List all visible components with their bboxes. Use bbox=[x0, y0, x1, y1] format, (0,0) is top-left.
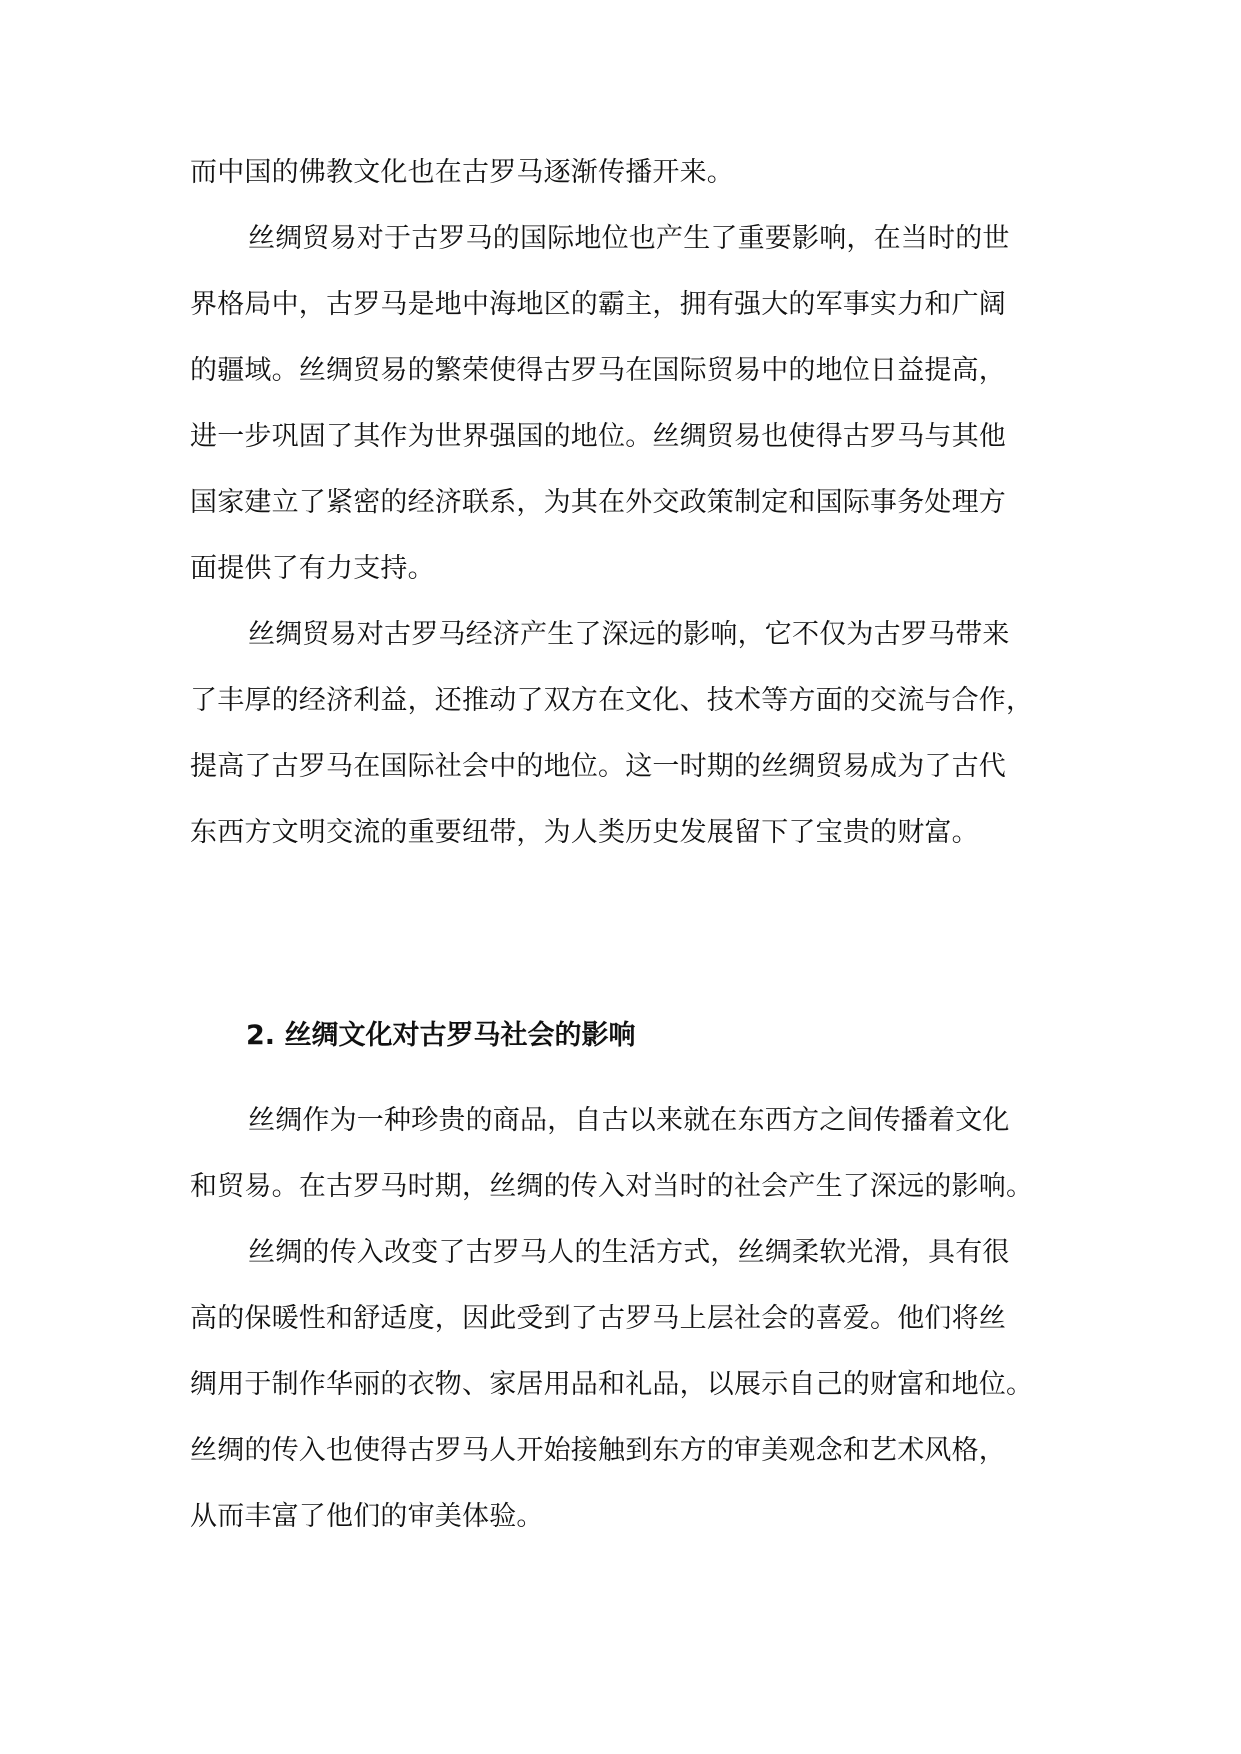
text-line: 高的保暖性和舒适度，因此受到了古罗马上层社会的喜爱。他们将丝 bbox=[190, 1303, 1006, 1334]
text-line: 的疆域。丝绸贸易的繁荣使得古罗马在国际贸易中的地位日益提高， bbox=[190, 355, 1006, 386]
paragraph-start-line: 丝绸的传入改变了古罗马人的生活方式，丝绸柔软光滑，具有很 bbox=[248, 1237, 1010, 1268]
text-line: 界格局中，古罗马是地中海地区的霸主，拥有强大的军事实力和广阔 bbox=[190, 289, 1006, 320]
text-line: 而中国的佛教文化也在古罗马逐渐传播开来。 bbox=[190, 157, 734, 188]
text-line: 面提供了有力支持。 bbox=[190, 553, 435, 584]
body-text-block-2 bbox=[190, 1088, 1070, 1550]
text-line: 从而丰富了他们的审美体验。 bbox=[190, 1501, 544, 1532]
text-line: 进一步巩固了其作为世界强国的地位。丝绸贸易也使得古罗马与其他 bbox=[190, 421, 1006, 452]
paragraph-start-line: 丝绸贸易对于古罗马的国际地位也产生了重要影响，在当时的世 bbox=[248, 223, 1010, 254]
text-line: 和贸易。在古罗马时期，丝绸的传入对当时的社会产生了深远的影响。 bbox=[190, 1171, 1034, 1202]
text-line: 提高了古罗马在国际社会中的地位。这一时期的丝绸贸易成为了古代 bbox=[190, 751, 1006, 782]
body-text-block-1 bbox=[190, 140, 1070, 866]
text-line: 绸用于制作华丽的衣物、家居用品和礼品，以展示自己的财富和地位。 bbox=[190, 1369, 1034, 1400]
text-line: 东西方文明交流的重要纽带，为人类历史发展留下了宝贵的财富。 bbox=[190, 817, 979, 848]
paragraph-start-line: 丝绸作为一种珍贵的商品，自古以来就在东西方之间传播着文化 bbox=[248, 1105, 1010, 1136]
text-line: 了丰厚的经济利益，还推动了双方在文化、技术等方面的交流与合作， bbox=[190, 685, 1034, 716]
paragraph-start-line: 丝绸贸易对古罗马经济产生了深远的影响，它不仅为古罗马带来 bbox=[248, 619, 1010, 650]
text-line: 丝绸的传入也使得古罗马人开始接触到东方的审美观念和艺术风格， bbox=[190, 1435, 1006, 1466]
text-line: 国家建立了紧密的经济联系，为其在外交政策制定和国际事务处理方 bbox=[190, 487, 1006, 518]
section-heading: 2. 丝绸文化对古罗马社会的影响 bbox=[246, 1020, 636, 1051]
